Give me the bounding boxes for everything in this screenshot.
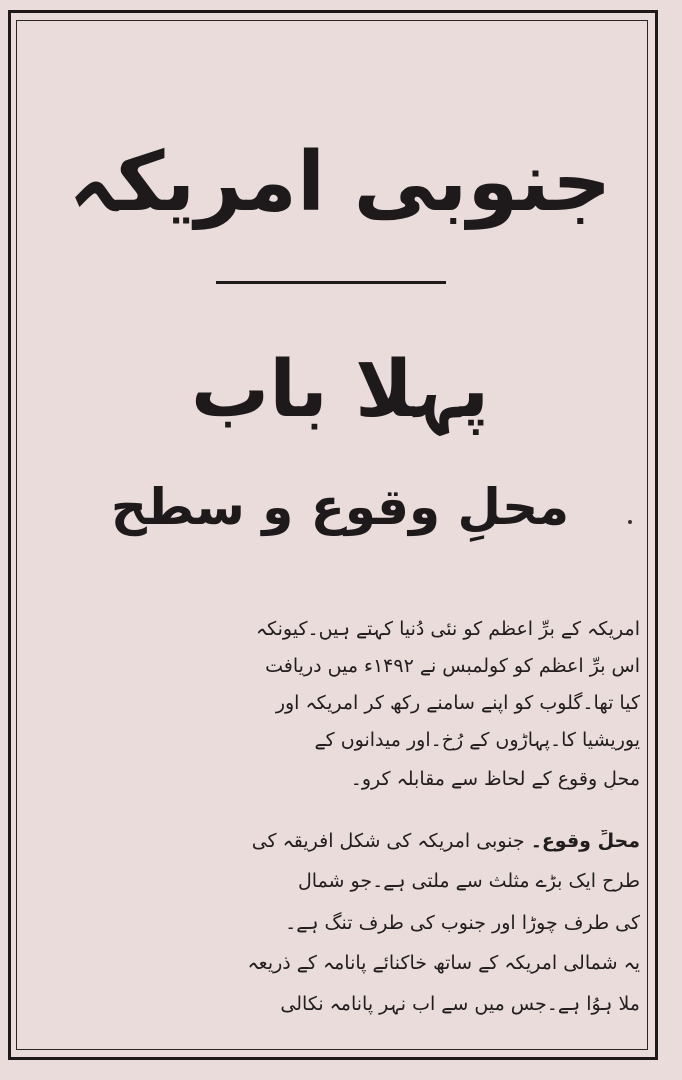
page-title: جنوبی امریکہ: [68, 135, 612, 230]
body-line: [40, 830, 640, 852]
body-line: امریکہ کے برِّ اعظم کو نئی دُنیا کہتے ہیں۔کیونکہ: [256, 618, 640, 640]
body-line: طرح ایک بڑے مثلث سے ملتی ہے۔جو شمال: [297, 870, 640, 892]
section-heading-inline: محلِّ وقوع۔: [530, 830, 640, 852]
body-line: اس برِّ اعظم کو کولمبس نے ۱۴۹۲ء میں دریافت: [265, 655, 640, 677]
body-line: کیا تھا۔گلوب کو اپنے سامنے رکھ کر امریکہ اور: [275, 692, 640, 714]
body-line: محلِ وقوع کے لحاظ سے مقابلہ کرو۔: [350, 768, 640, 790]
body-line: یہ شمالی امریکہ کے ساتھ خاکنائے پانامہ کے ذریعہ: [247, 952, 640, 974]
chapter-heading: پہلا باب: [190, 345, 490, 435]
body-text: جنوبی امریکہ کی شکل افریقہ کی: [251, 830, 525, 852]
body-line: یوریشیا کا۔پہاڑوں کے رُخ۔اور میدانوں کے: [314, 729, 640, 751]
title-divider: [216, 281, 446, 284]
body-line: کی طرف چوڑا اور جنوب کی طرف تنگ ہے۔: [285, 912, 640, 934]
body-line: ملا ہوُا ہے۔جس میں سے اب نہر پانامہ نکالی: [280, 993, 640, 1015]
section-subject: محلِ وقوع و سطح: [110, 478, 570, 536]
ink-speck: [628, 520, 632, 524]
